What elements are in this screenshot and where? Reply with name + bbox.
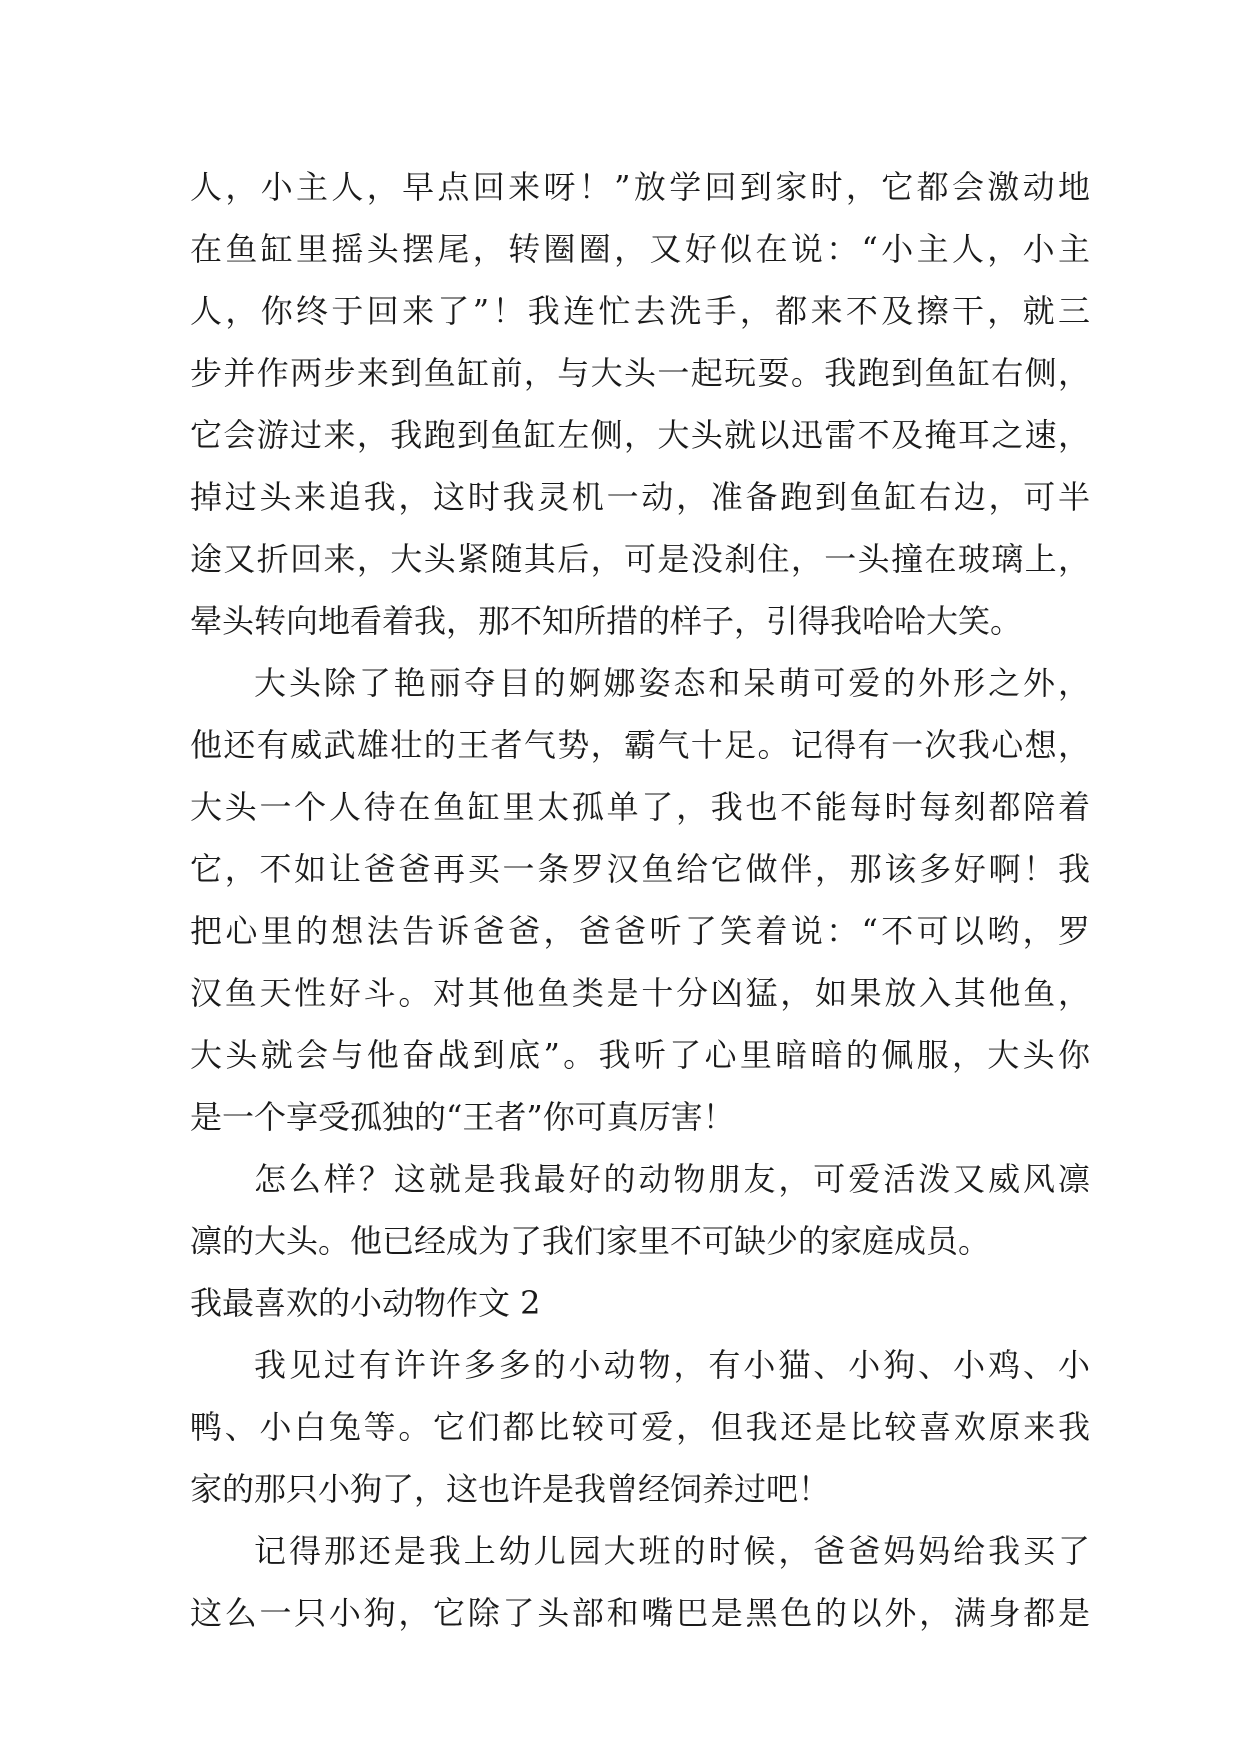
text-line: 它会游过来，我跑到鱼缸左侧，大头就以迅雷不及掩耳之速，: [190, 416, 1090, 454]
section-heading: 我最喜欢的小动物作文 2: [190, 1284, 541, 1322]
text-line: 大头一个人待在鱼缸里太孤单了，我也不能每时每刻都陪着: [190, 788, 1090, 826]
text-line: 在鱼缸里摇头摆尾，转圈圈，又好似在说：“小主人，小主: [190, 230, 1090, 268]
text-line: 人，你终于回来了”！我连忙去洗手，都来不及擦干，就三: [190, 292, 1090, 330]
text-line: 晕头转向地看着我，那不知所措的样子，引得我哈哈大笑。: [190, 602, 1023, 640]
text-line: 它，不如让爸爸再买一条罗汉鱼给它做伴，那该多好啊！我: [190, 850, 1090, 888]
text-line: 把心里的想法告诉爸爸，爸爸听了笑着说：“不可以哟，罗: [190, 912, 1090, 950]
paragraph-first-line: 大头除了艳丽夺目的婀娜姿态和呆萌可爱的外形之外，: [254, 664, 1090, 702]
text-line: 凛的大头。他已经成为了我们家里不可缺少的家庭成员。: [190, 1222, 991, 1260]
text-line: 家的那只小狗了，这也许是我曾经饲养过吧！: [190, 1470, 831, 1508]
text-line: 是一个享受孤独的“王者”你可真厉害！: [190, 1098, 735, 1136]
text-line: 人，小主人，早点回来呀！”放学回到家时，它都会激动地: [190, 168, 1090, 206]
paragraph-first-line: 记得那还是我上幼儿园大班的时候，爸爸妈妈给我买了: [254, 1532, 1090, 1570]
text-line: 途又折回来，大头紧随其后，可是没刹住，一头撞在玻璃上，: [190, 540, 1090, 578]
document-body: [190, 156, 1090, 1644]
paragraph-first-line: 我见过有许许多多的小动物，有小猫、小狗、小鸡、小: [254, 1346, 1090, 1384]
text-line: 大头就会与他奋战到底”。我听了心里暗暗的佩服，大头你: [190, 1036, 1090, 1074]
text-line: 掉过头来追我，这时我灵机一动，准备跑到鱼缸右边，可半: [190, 478, 1090, 516]
text-line: 他还有威武雄壮的王者气势，霸气十足。记得有一次我心想，: [190, 726, 1090, 764]
text-line: 步并作两步来到鱼缸前，与大头一起玩耍。我跑到鱼缸右侧，: [190, 354, 1090, 392]
text-line: 鸭、小白兔等。它们都比较可爱，但我还是比较喜欢原来我: [190, 1408, 1090, 1446]
text-line: 这么一只小狗，它除了头部和嘴巴是黑色的以外，满身都是: [190, 1594, 1090, 1632]
text-line: 汉鱼天性好斗。对其他鱼类是十分凶猛，如果放入其他鱼，: [190, 974, 1090, 1012]
paragraph-first-line: 怎么样？这就是我最好的动物朋友，可爱活泼又威风凛: [254, 1160, 1090, 1198]
